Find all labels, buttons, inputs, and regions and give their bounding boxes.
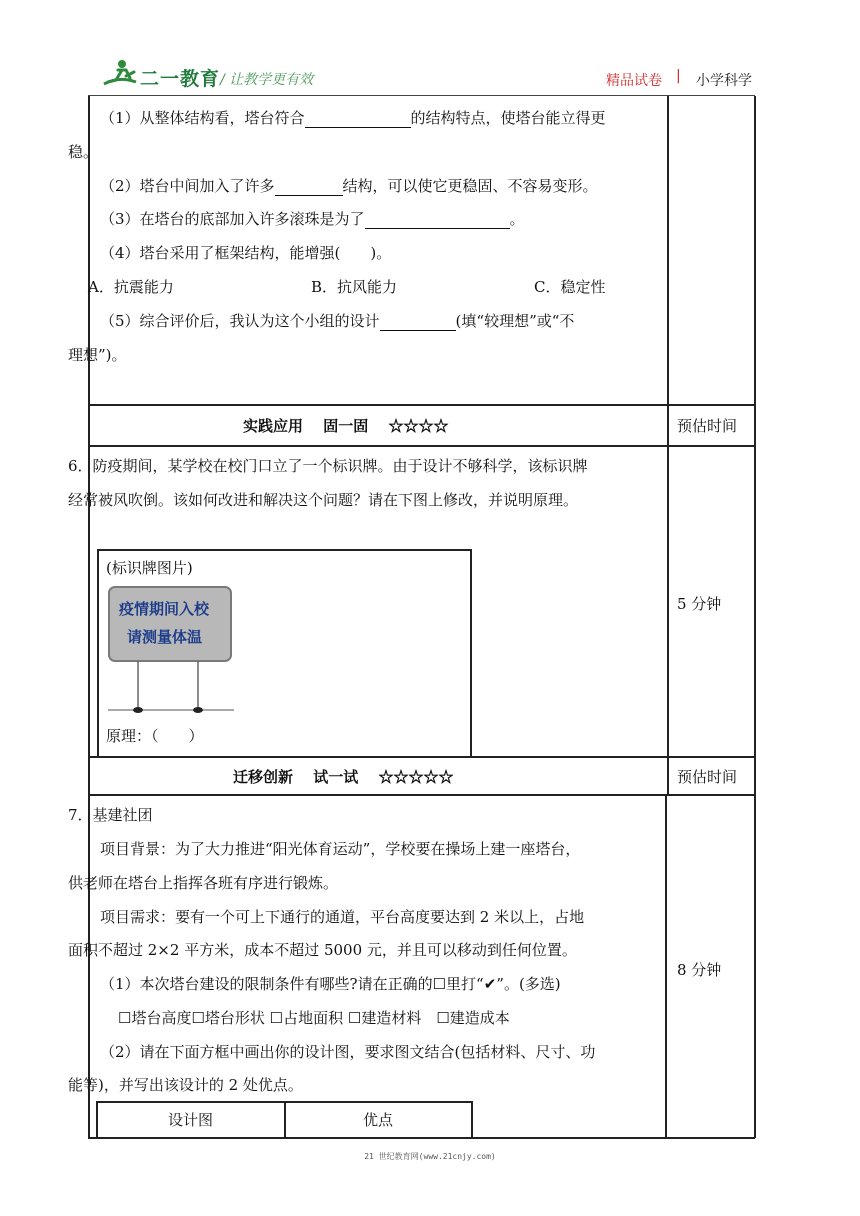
section-transfer-title: 迁移创新 试一试 ☆☆☆☆☆ <box>233 768 454 786</box>
table-left-border <box>88 96 90 1138</box>
row-rule-4 <box>88 794 755 796</box>
q5-item1-text-a: （1）从整体结构看，塔台符合 <box>100 109 305 127</box>
answer-blank[interactable] <box>305 111 411 128</box>
q5-item5-line1 <box>100 311 574 331</box>
logo-text: 二一教育 <box>140 68 221 90</box>
design-table-col-design: 设计图 <box>168 1111 214 1129</box>
q6-principle[interactable]: 原理：（ ） <box>106 727 204 745</box>
q5-item2-text-b: 结构，可以使它更稳固、不容易变形。 <box>342 177 598 195</box>
row-rule-1 <box>88 404 755 406</box>
answer-blank[interactable] <box>380 314 456 331</box>
sign-text-line2: 请测量体温 <box>127 628 203 646</box>
q5-item3-text-b: 。 <box>509 210 525 228</box>
section-practice-title: 实践应用 固一固 ☆☆☆☆ <box>243 417 449 435</box>
answer-blank[interactable] <box>275 179 343 196</box>
q5-item3 <box>100 209 525 229</box>
sign-text-line1: 疫情期间入校 <box>119 600 210 618</box>
design-table-col-advantages: 优点 <box>363 1111 394 1129</box>
q5-option-a: A．抗震能力 <box>88 278 174 296</box>
q5-item2 <box>100 176 598 196</box>
slogan: / 让教学更有效 <box>220 72 314 88</box>
q6-time: 5 分钟 <box>677 595 722 613</box>
q7-title: 7．基建社团 <box>68 806 153 824</box>
q5-option-b: B．抗风能力 <box>311 278 398 296</box>
answer-blank[interactable] <box>365 212 510 229</box>
table-right-border <box>754 96 756 1138</box>
q7-question1: （1）本次塔台建设的限制条件有哪些?请在正确的☐里打“✔”。(多选) <box>100 975 561 993</box>
table-col-divider-bottom <box>665 794 667 1138</box>
header-rule <box>88 95 755 96</box>
header-separator: | <box>676 68 681 84</box>
q5-item1-text-b: 的结构特点，使塔台能立得更 <box>410 109 606 127</box>
q5-item2-text-a: （2）塔台中间加入了许多 <box>100 177 275 195</box>
q7-requirement-line2: 面积不超过 2×2 平方米，成本不超过 5000 元，并且可以移动到任何位置。 <box>68 941 577 959</box>
q5-item1-line1 <box>100 108 606 128</box>
header-tag-quality: 精品试卷 <box>606 73 662 89</box>
design-table-right <box>471 1101 473 1138</box>
q7-background-line1: 项目背景：为了大力推进“阳光体育运动”，学校要在操场上建一座塔台， <box>100 840 581 858</box>
page-footer: 21 世纪教育网(www.21cnjy.com) <box>364 1152 496 1161</box>
q5-item5-text-a: （5）综合评价后，我认为这个小组的设计 <box>100 312 380 330</box>
q5-item5-line2: 理想”)。 <box>68 346 127 364</box>
design-table-mid <box>284 1101 286 1138</box>
q5-option-c: C．稳定性 <box>534 278 606 296</box>
design-table-left <box>96 1101 98 1138</box>
q5-item5-text-b: (填“较理想”或“不 <box>455 312 575 330</box>
row-rule-2 <box>88 445 755 447</box>
sign-image-caption: (标识牌图片) <box>106 559 193 577</box>
q7-requirement-line1: 项目需求：要有一个可上下通行的通道，平台高度要达到 2 米以上，占地 <box>100 908 585 926</box>
q5-item4: （4）塔台采用了框架结构，能增强( )。 <box>100 244 392 262</box>
q5-item3-text-a: （3）在塔台的底部加入许多滚珠是为了 <box>100 210 365 228</box>
table-bottom-border <box>88 1137 755 1139</box>
q7-background-line2: 供老师在塔台上指挥各班有序进行锻炼。 <box>68 874 339 892</box>
section-practice-time-label: 预估时间 <box>677 417 738 435</box>
q7-question2-line2: 能等)，并写出该设计的 2 处优点。 <box>68 1076 303 1094</box>
q6-line2: 经常被风吹倒。该如何改进和解决这个问题？请在下图上修改，并说明原理。 <box>68 491 579 509</box>
q7-time: 8 分钟 <box>677 961 722 979</box>
q7-question2-line1: （2）请在下面方框中画出你的设计图，要求图文结合(包括材料、尺寸、功 <box>100 1043 596 1061</box>
q5-item1-line2: 稳。 <box>68 143 99 161</box>
q7-checkbox-options[interactable]: ☐塔台高度☐塔台形状 ☐占地面积 ☐建造材料 ☐建造成本 <box>118 1009 510 1027</box>
q6-line1: 6．防疫期间，某学校在校门口立了一个标识牌。由于设计不够科学，该标识牌 <box>68 457 588 475</box>
section-transfer-time-label: 预估时间 <box>677 768 738 786</box>
header-tag-subject: 小学科学 <box>696 73 752 89</box>
